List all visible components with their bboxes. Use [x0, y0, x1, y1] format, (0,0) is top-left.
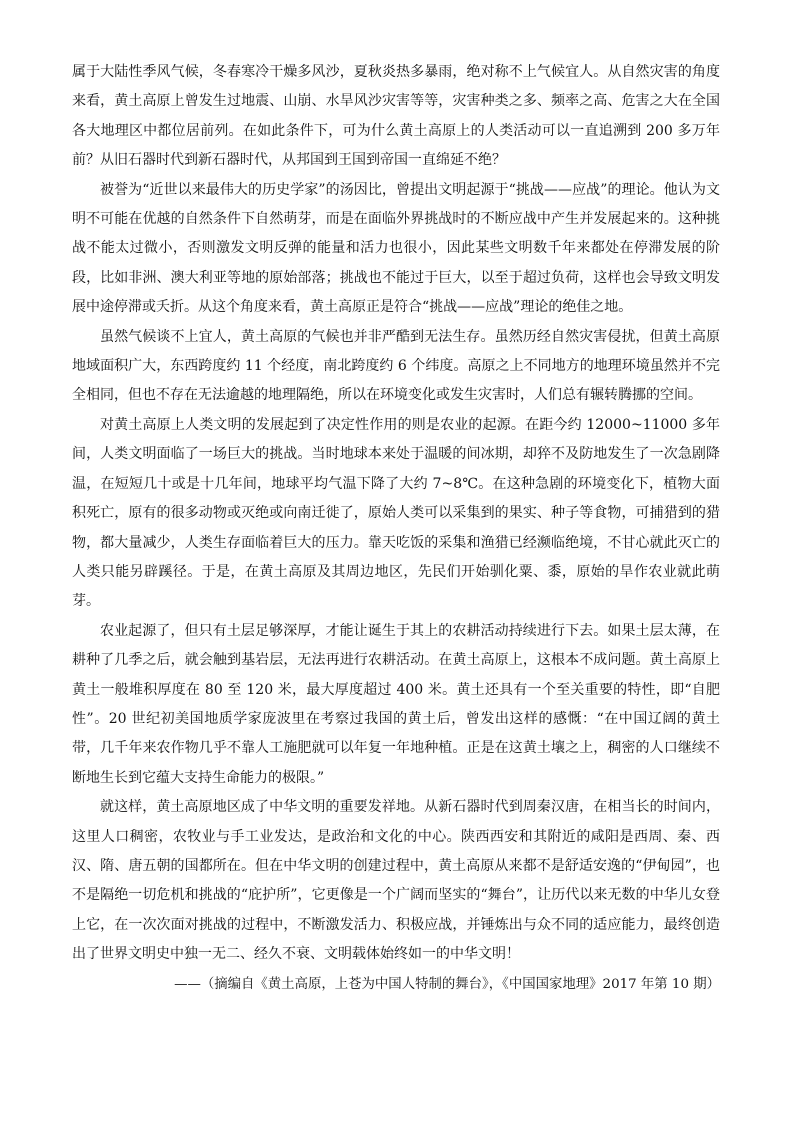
paragraph-geographic-space: 虽然气候谈不上宜人，黄土高原的气候也并非严酷到无法生存。虽然历经自然灾害侵扰，但黄土高原地域面积广大，东西跨度约 11 个经度，南北跨度约 6 个纬度。高原之上不同地方的地理环境虽然并不完全相同，但也不存在无法逾越的地理隔绝，所以在环境变化或发生灾害时，人们总有辗转腾挪的空间。: [72, 328, 720, 404]
paragraph-loess-fertility: 农业起源了，但只有土层足够深厚，才能让诞生于其上的农耕活动持续进行下去。如果土层太薄，在耕种了几季之后，就会触到基岩层，无法再进行农耕活动。在黄土高原上，这根本不成问题。黄土高原上黄土一般堆积厚度在 80 至 120 米，最大厚度超过 400 米。黄土还具有一个至关重要的特性，即“自肥性”。20 世纪初美国地质学家庞波里在考察过我国的黄土后，曾发出这样的感慨：“在中国辽阔的黄土带，几千年来农作物几乎不靠人工施肥就可以年复一年地种植。正是在这黄土壤之上，稠密的人口继续不断地生长到它蕴大支持生命能力的极限。”: [72, 622, 720, 786]
paragraph-agriculture-origin: 对黄土高原上人类文明的发展起到了决定性作用的则是农业的起源。在距今约 12000~11000 多年间，人类文明面临了一场巨大的挑战。当时地球本来处于温暖的间冰期，却猝不及防地发生了一次急剧降温，在短短几十或是十几年间，地球平均气温下降了大约 7~8℃。在这种急剧的环境变化下，植物大面积死亡，原有的很多动物或灭绝或向南迁徙了，原始人类可以采集到的果实、种子等食物，可捕猎到的猎物，都大量减少，人类生存面临着巨大的压力。靠天吃饭的采集和渔猎已经濒临绝境，不甘心就此灭亡的人类只能另辟蹊径。于是，在黄土高原及其周边地区，先民们开始驯化粟、黍，原始的旱作农业就此萌芽。: [72, 416, 720, 610]
source-citation: ——（摘编自《黄土高原，上苍为中国人特制的舞台》，《中国国家地理》2017 年第 10 期）: [174, 976, 720, 992]
paragraph-cradle-of-civilization: 就这样，黄土高原地区成了中华文明的重要发祥地。从新石器时代到周秦汉唐，在相当长的时间内，这里人口稠密，农牧业与手工业发达，是政治和文化的中心。陕西西安和其附近的咸阳是西周、秦、西汉、隋、唐五朝的国都所在。但在中华文明的创建过程中，黄土高原从来都不是舒适安逸的“伊甸园”，也不是隔绝一切危机和挑战的“庇护所”，它更像是一个广阔而坚实的“舞台”，让历代以来无数的中华儿女登上它，在一次次面对挑战的过程中，不断激发活力、积极应战，并锤炼出与众不同的适应能力，最终创造出了世界文明史中独一无二、经久不衰、文明载体始终如一的中华文明！: [72, 799, 720, 963]
paragraph-climate-hazards: 属于大陆性季风气候，冬春寒冷干燥多风沙，夏秋炎热多暴雨，绝对称不上气候宜人。从自然灾害的角度来看，黄土高原上曾发生过地震、山崩、水旱风沙灾害等等，灾害种类之多、频率之高、危害之大在全国各大地理区中都位居前列。在如此条件下，可为什么黄土高原上的人类活动可以一直追溯到 200 多万年前？从旧石器时代到新石器时代，从邦国到王国到帝国一直绵延不绝？: [72, 64, 720, 169]
paragraph-toynbee-theory: 被誉为“近世以来最伟大的历史学家”的汤因比，曾提出文明起源于“挑战——应战”的理论。他认为文明不可能在优越的自然条件下自然萌芽，而是在面临外界挑战时的不断应战中产生并发展起来的。这种挑战不能太过微小，否则激发文明反弹的能量和活力也很小，因此某些文明数千年来都处在停滞发展的阶段，比如非洲、澳大利亚等地的原始部落；挑战也不能过于巨大，以至于超过负荷，这样也会导致文明发展中途停滞或夭折。从这个角度来看，黄土高原正是符合“挑战——应战”理论的绝佳之地。: [72, 181, 720, 316]
article-body: [72, 58, 720, 999]
